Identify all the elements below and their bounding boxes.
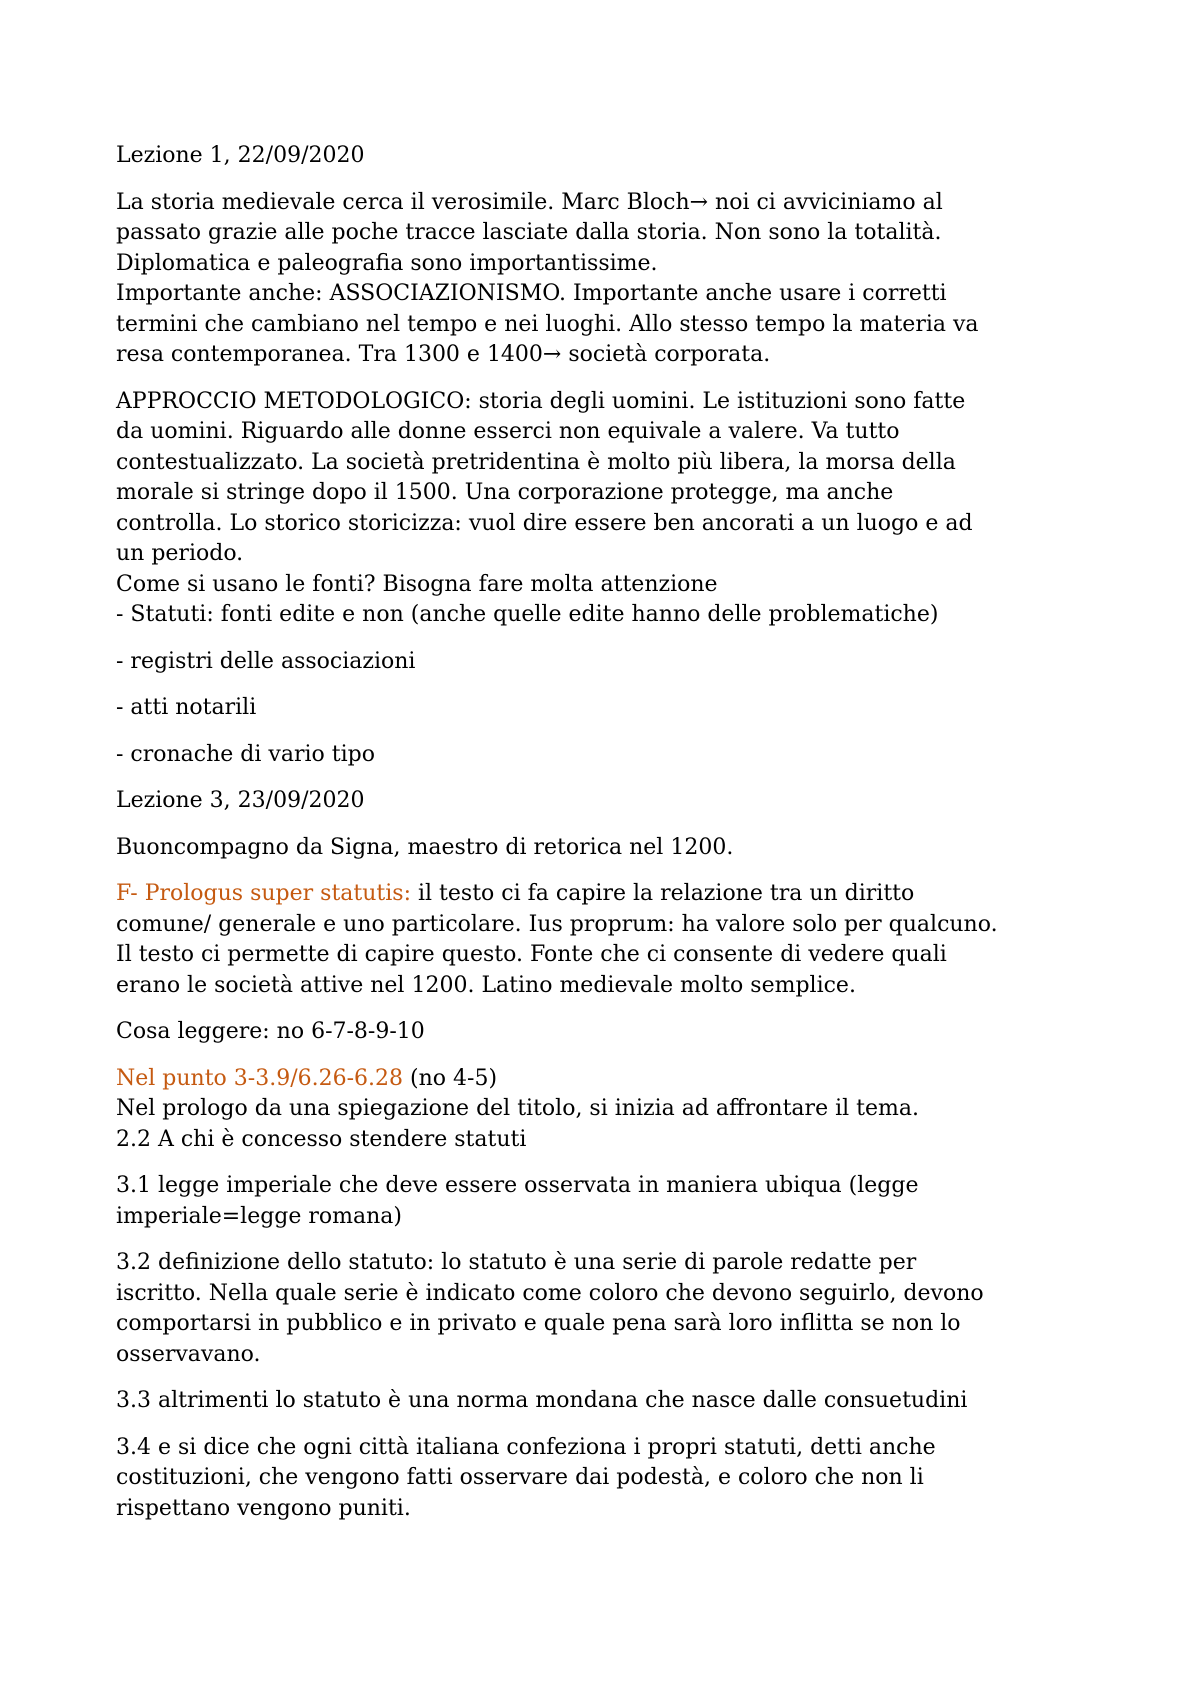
lesson1-heading: Lezione 1, 22/09/2020 [116, 143, 365, 168]
source-item: - cronache di vario tipo [116, 741, 375, 767]
prologus-paragraph [116, 879, 1116, 1001]
text-line: iscritto. Nella quale serie è indicato come coloro che devono seguirlo, devono [116, 1280, 984, 1306]
text-line: passato grazie alle poche tracce lasciate dalla storia. Non sono la totalità. [116, 220, 942, 245]
paragraph-3-3: 3.3 altrimenti lo statuto è una norma mondana che nasce dalle consuetudini [116, 1388, 968, 1413]
text-line: La storia medievale cerca il verosimile. Marc Bloch→ noi ci avviciniamo al [116, 189, 943, 215]
text-line: osservavano. [116, 1341, 261, 1367]
text-line: costituzioni, che vengono fatti osservare dai podestà, e coloro che non li [116, 1465, 924, 1490]
paragraph-3-4 [116, 1433, 1116, 1525]
text-line: APPROCCIO METODOLOGICO: storia degli uomini. Le istituzioni sono fatte [116, 388, 966, 414]
text-line: controlla. Lo storico storicizza: vuol dire essere ben ancorati a un luogo e ad [116, 510, 973, 536]
text-line: erano le società attive nel 1200. Latino medievale molto semplice. [116, 972, 856, 998]
paragraph-3-2 [116, 1248, 1116, 1370]
lesson3-heading: Lezione 3, 23/09/2020 [116, 788, 365, 813]
text-line: un periodo. [116, 541, 244, 566]
text-line: morale si stringe dopo il 1500. Una corporazione protegge, ma anche [116, 480, 894, 505]
text-line: rispettano vengono puniti. [116, 1495, 411, 1521]
text-line: 3.1 legge imperiale che deve essere osservata in maniera ubiqua (legge [116, 1173, 919, 1198]
text-line: contestualizzato. La società pretridentina è molto più libera, la morsa della [116, 449, 956, 475]
text-line: 3.4 e si dice che ogni città italiana confeziona i propri statuti, detti anche [116, 1434, 936, 1460]
text-line: imperiale=legge romana) [116, 1203, 402, 1229]
text-line: comune/ generale e uno particolare. Ius proprum: ha valore solo per qualcuno. [116, 911, 998, 937]
source-item: - registri delle associazioni [116, 648, 416, 674]
text-line [116, 879, 1116, 910]
text-line: Come si usano le fonti? Bisogna fare molta attenzione [116, 571, 718, 597]
text-line: Importante anche: ASSOCIAZIONISMO. Importante anche usare i corretti [116, 281, 947, 306]
prologus-first-line-rest: il testo ci fa capire la relazione tra un diritto [411, 881, 915, 906]
text-line: resa contemporanea. Tra 1300 e 1400→ società corporata. [116, 342, 771, 367]
text-line: termini che cambiano nel tempo e nei luoghi. Allo stesso tempo la materia va [116, 311, 979, 337]
prologus-highlight: F- Prologus super statutis: [116, 881, 411, 906]
buoncompagno-paragraph: Buoncompagno da Signa, maestro di retorica nel 1200. [116, 834, 734, 860]
punto-highlight: Nel punto 3-3.9/6.26-6.28 [116, 1065, 404, 1091]
text-line: - Statuti: fonti edite e non (anche quelle edite hanno delle problematiche) [116, 602, 939, 627]
punto-first-line-rest: (no 4-5) [403, 1065, 498, 1091]
text-line [116, 1064, 1116, 1095]
intro-paragraph [116, 188, 1116, 371]
document-body [116, 141, 1116, 1540]
text-line: da uomini. Riguardo alle donne esserci non equivale a valere. Va tutto [116, 419, 900, 444]
paragraph-3-1 [116, 1171, 1116, 1232]
reading-paragraph: Cosa leggere: no 6-7-8-9-10 [116, 1019, 425, 1044]
text-line: Il testo ci permette di capire questo. Fonte che ci consente di vedere quali [116, 942, 947, 967]
text-line: 2.2 A chi è concesso stendere statuti [116, 1126, 527, 1152]
source-item: - atti notarili [116, 695, 257, 720]
text-line: 3.2 definizione dello statuto: lo statuto è una serie di parole redatte per [116, 1250, 917, 1275]
text-line: Diplomatica e paleografia sono importantissime. [116, 250, 658, 276]
punto-paragraph [116, 1064, 1116, 1156]
method-paragraph [116, 387, 1116, 631]
text-line: comportarsi in pubblico e in privato e quale pena sarà loro inflitta se non lo [116, 1311, 961, 1336]
text-line: Nel prologo da una spiegazione del titolo, si inizia ad affrontare il tema. [116, 1096, 919, 1121]
